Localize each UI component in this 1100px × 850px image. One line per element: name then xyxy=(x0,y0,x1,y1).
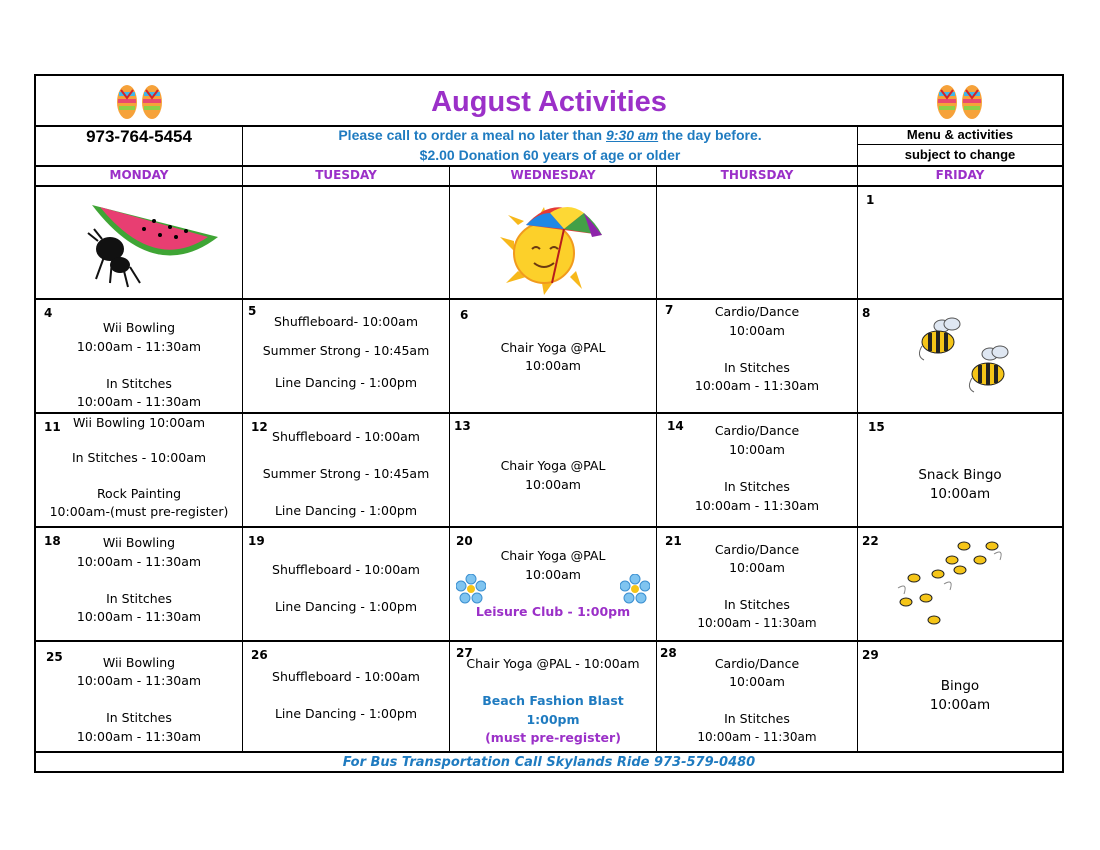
date-number: 6 xyxy=(460,308,469,322)
calendar-cell xyxy=(858,300,1062,414)
calendar-cell xyxy=(36,642,243,753)
menu-line-2: subject to change xyxy=(904,147,1016,162)
meal-notice xyxy=(243,125,858,165)
bees-icon xyxy=(912,316,1022,404)
day-header-wednesday: WEDNESDAY xyxy=(450,165,657,187)
calendar-cell xyxy=(243,187,450,300)
activity-calendar xyxy=(34,74,1064,773)
date-number: 4 xyxy=(44,306,53,320)
flip-flops-icon xyxy=(934,82,986,122)
activity-text: In Stitches xyxy=(724,597,790,612)
activity-text: 10:00am - 11:30am xyxy=(76,394,202,409)
date-number: 14 xyxy=(667,419,684,433)
activity-text: In Stitches xyxy=(106,591,172,606)
activity-text: Cardio/Dance xyxy=(714,423,800,438)
bus-transport-footer: For Bus Transportation Call Skylands Ride 973-579-0480 xyxy=(342,755,756,770)
menu-line-1: Menu & activities xyxy=(858,125,1062,145)
date-number: 18 xyxy=(44,534,61,548)
activity-text: 10:00am - 11:30am xyxy=(697,730,817,744)
calendar-cell xyxy=(450,528,657,642)
activity-text: 10:00am-(must pre-register) xyxy=(49,504,229,519)
title-bar xyxy=(36,76,1062,127)
activity-text: Line Dancing - 1:00pm xyxy=(274,375,418,390)
date-number: 15 xyxy=(868,420,885,434)
donation-notice: $2.00 Donation 60 years of age or older xyxy=(419,147,681,163)
activity-text: 10:00am - 11:30am xyxy=(76,673,202,688)
calendar-cell xyxy=(858,187,1062,300)
calendar-cell xyxy=(858,528,1062,642)
activity-text: 10:00am xyxy=(525,567,581,582)
activity-text: Wii Bowling xyxy=(102,655,176,670)
calendar-cell xyxy=(243,642,450,753)
activity-text: 1:00pm xyxy=(526,712,580,727)
activity-text: Shuffleboard- 10:00am xyxy=(274,314,418,329)
activity-text: 10:00am - 11:30am xyxy=(694,498,820,513)
activity-text: 10:00am xyxy=(525,477,581,492)
calendar-cell xyxy=(450,187,657,300)
date-number: 25 xyxy=(46,650,63,664)
activity-text: 10:00am - 11:30am xyxy=(697,616,817,630)
activity-text: Line Dancing - 1:00pm xyxy=(274,599,418,614)
date-number: 19 xyxy=(248,534,265,548)
activity-text: In Stitches xyxy=(724,360,790,375)
activity-text: 10:00am - 11:30am xyxy=(76,729,202,744)
activity-text: Wii Bowling 10:00am xyxy=(72,415,206,430)
flower-icon xyxy=(456,574,486,604)
activity-text: In Stitches - 10:00am xyxy=(71,450,207,465)
activity-text: Shuffleboard - 10:00am xyxy=(272,669,420,684)
activity-text: Chair Yoga @PAL xyxy=(500,340,606,355)
notice-suffix: the day before. xyxy=(662,127,762,143)
date-number: 22 xyxy=(862,534,879,548)
bee-swarm-icon xyxy=(894,538,1014,630)
activity-text: Beach Fashion Blast xyxy=(482,693,624,708)
date-number: 12 xyxy=(251,420,268,434)
activity-text: In Stitches xyxy=(106,376,172,391)
date-number: 29 xyxy=(862,648,879,662)
date-number: 5 xyxy=(248,304,257,318)
activity-text: 10:00am - 11:30am xyxy=(694,378,820,393)
activity-text: (must pre-register) xyxy=(485,730,621,745)
activity-text: 10:00am - 11:30am xyxy=(76,554,202,569)
activity-text: In Stitches xyxy=(106,710,172,725)
calendar-cell xyxy=(657,642,858,753)
calendar-cell xyxy=(243,528,450,642)
notice-time: 9:30 am xyxy=(606,127,659,143)
calendar-cell xyxy=(36,300,243,414)
activity-text: Chair Yoga @PAL xyxy=(500,548,606,563)
calendar-cell xyxy=(657,187,858,300)
activity-text: Leisure Club - 1:00pm xyxy=(475,604,631,619)
date-number: 13 xyxy=(454,419,471,433)
date-number: 28 xyxy=(660,646,677,660)
activity-text: 10:00am xyxy=(729,442,785,457)
activity-text: Cardio/Dance xyxy=(714,542,800,557)
day-header-tuesday: TUESDAY xyxy=(243,165,450,187)
activity-text: Chair Yoga @PAL - 10:00am xyxy=(466,656,640,671)
notice-prefix: Please call to order a meal no later than xyxy=(338,127,603,143)
activity-text: In Stitches xyxy=(724,479,790,494)
date-number: 20 xyxy=(456,534,473,548)
activity-text: 10:00am xyxy=(729,674,785,689)
calendar-cell xyxy=(858,414,1062,528)
activity-text: 10:00am - 11:30am xyxy=(76,339,202,354)
activity-text: Line Dancing - 1:00pm xyxy=(274,503,418,518)
activity-text: Shuffleboard - 10:00am xyxy=(272,562,420,577)
day-header-friday: FRIDAY xyxy=(858,165,1062,187)
activity-text: Wii Bowling xyxy=(102,535,176,550)
activity-text: Wii Bowling xyxy=(102,320,176,335)
activity-text: Line Dancing - 1:00pm xyxy=(274,706,418,721)
calendar-cell xyxy=(858,642,1062,753)
calendar-cell xyxy=(450,414,657,528)
activity-text: Chair Yoga @PAL xyxy=(500,458,606,473)
calendar-cell xyxy=(657,528,858,642)
phone-number: 973-764-5454 xyxy=(36,125,243,165)
date-number: 11 xyxy=(44,420,61,434)
calendar-cell xyxy=(36,414,243,528)
activity-text: 10:00am xyxy=(729,323,785,338)
date-number: 27 xyxy=(456,646,473,660)
activity-text: In Stitches xyxy=(724,711,790,726)
date-number: 8 xyxy=(862,306,871,320)
menu-disclaimer xyxy=(858,125,1062,165)
activity-text: Rock Painting xyxy=(96,486,182,501)
activity-text: Bingo xyxy=(940,678,980,694)
activity-text: 10:00am xyxy=(525,358,581,373)
calendar-cell xyxy=(36,187,243,300)
activity-text: Shuffleboard - 10:00am xyxy=(272,429,420,444)
date-number: 7 xyxy=(665,303,674,317)
calendar-cell xyxy=(657,300,858,414)
activity-text: 10:00am xyxy=(929,486,991,502)
calendar-cell xyxy=(450,642,657,753)
flower-icon xyxy=(620,574,650,604)
activity-text: Cardio/Dance xyxy=(714,656,800,671)
info-row xyxy=(36,125,1062,167)
date-number: 26 xyxy=(251,648,268,662)
activity-text: Snack Bingo xyxy=(918,467,1002,483)
calendar-cell xyxy=(36,528,243,642)
activity-text: 10:00am xyxy=(929,697,991,713)
activity-text: Cardio/Dance xyxy=(714,304,800,319)
date-number: 21 xyxy=(665,534,682,548)
sun-umbrella-icon xyxy=(492,191,612,295)
watermelon-ant-icon xyxy=(84,191,224,291)
activity-text: Summer Strong - 10:45am xyxy=(262,343,430,358)
calendar-cell xyxy=(450,300,657,414)
day-header-monday: MONDAY xyxy=(36,165,243,187)
calendar-cell xyxy=(243,414,450,528)
date-number: 1 xyxy=(866,193,875,207)
activity-text: 10:00am xyxy=(729,560,785,575)
activity-text: Summer Strong - 10:45am xyxy=(262,466,430,481)
calendar-cell xyxy=(657,414,858,528)
day-header-thursday: THURSDAY xyxy=(657,165,858,187)
activity-text: 10:00am - 11:30am xyxy=(76,609,202,624)
calendar-cell xyxy=(243,300,450,414)
page-title: August Activities xyxy=(431,86,667,118)
